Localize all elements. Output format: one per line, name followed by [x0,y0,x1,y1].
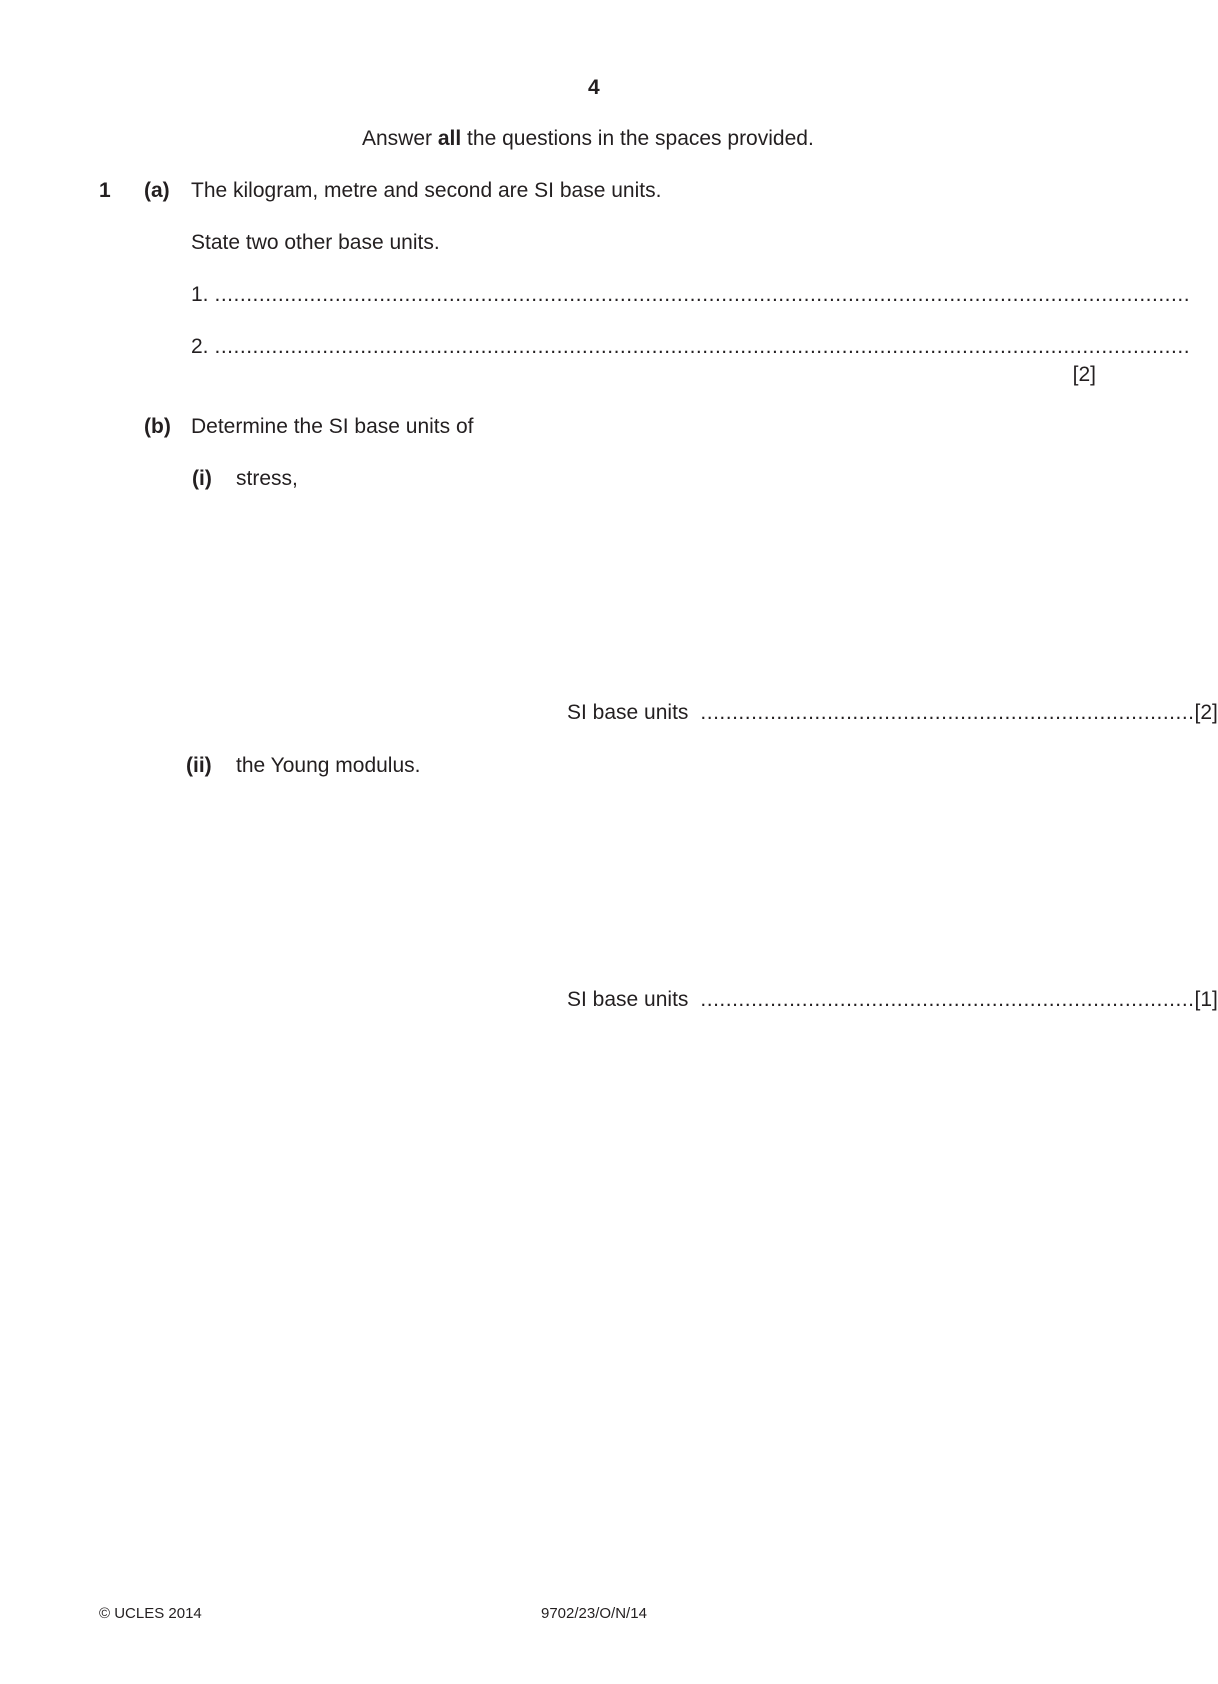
question-number: 1 [99,179,111,202]
part-b-ii-answer-dots[interactable]: .............................................................................. [700,988,1195,1011]
part-a-prompt: State two other base units. [191,231,440,254]
part-b-i-answer-dots[interactable]: .............................................................................. [700,701,1195,724]
part-a-text: The kilogram, metre and second are SI base units. [191,179,662,202]
part-a-label: (a) [144,179,170,202]
part-b-i-text: stress, [236,467,298,490]
part-b-i-answer-label: SI base units [567,701,689,724]
part-b-ii-marks: [1] [1194,988,1218,1011]
part-b-i-answer[interactable] [567,701,1218,725]
answer-line-1-dots[interactable]: .......................................................................................................................................................... [214,283,1191,306]
footer-copyright: © UCLES 2014 [99,1605,202,1622]
page-number: 4 [588,76,600,99]
part-b-label: (b) [144,415,171,438]
part-b-ii-answer-label: SI base units [567,988,689,1011]
part-b-ii-answer[interactable] [567,988,1218,1012]
instruction-pre: Answer [362,127,438,150]
answer-line-2[interactable] [191,335,1191,359]
answer-line-1[interactable] [191,283,1191,307]
part-a-marks: [2] [1072,363,1096,386]
instruction-bold: all [437,127,462,150]
part-b-i-label: (i) [192,467,212,490]
part-b-text: Determine the SI base units of [191,415,474,438]
part-b-ii-text: the Young modulus. [236,754,421,777]
answer-line-2-dots[interactable]: .......................................................................................................................................................... [214,335,1191,358]
instruction-post: the questions in the spaces provided. [461,127,814,150]
answer-line-1-label: 1. [191,283,209,306]
part-b-ii-label: (ii) [186,754,212,777]
footer-code: 9702/23/O/N/14 [541,1605,647,1622]
instruction [362,127,814,151]
answer-line-2-label: 2. [191,335,209,358]
part-b-i-marks: [2] [1194,701,1218,724]
